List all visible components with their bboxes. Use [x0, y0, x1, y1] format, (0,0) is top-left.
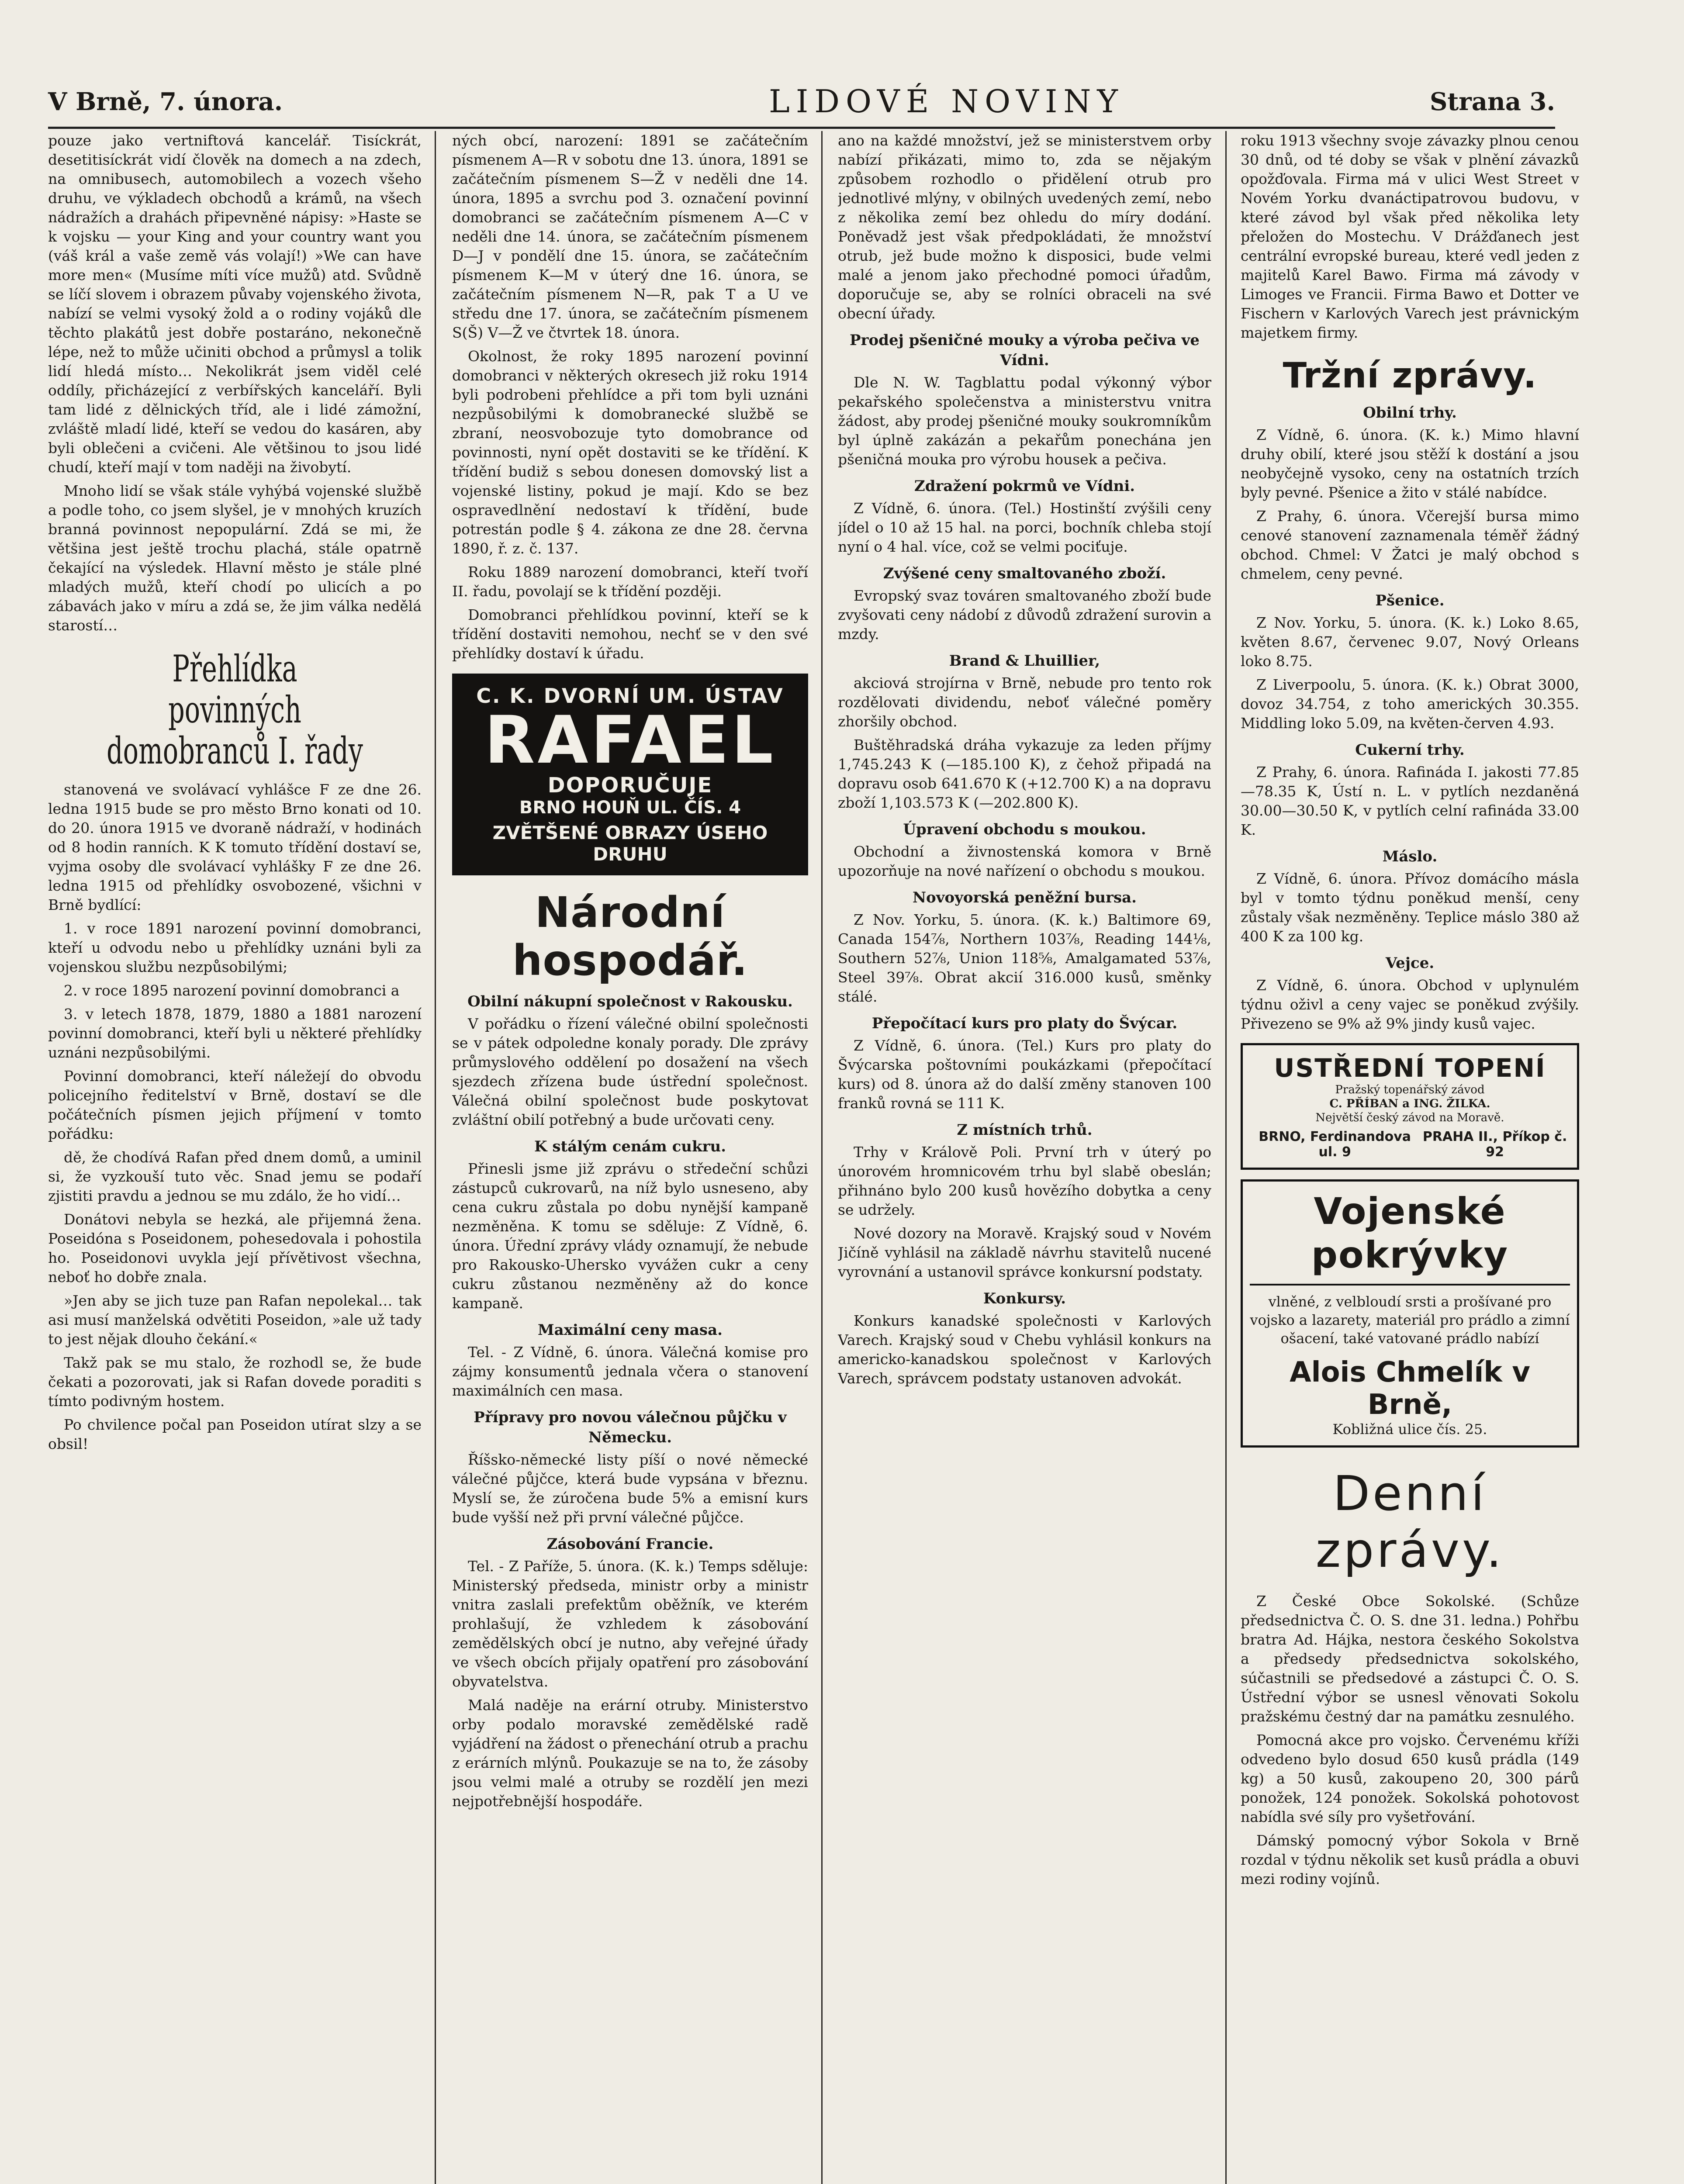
- article-headline: Maximální ceny masa.: [538, 1321, 723, 1339]
- article-headline: Prodej pšeničné mouky a výroba pečiva ve Vídni.: [850, 332, 1200, 369]
- ad-body: vlněné, z velbloudí srsti a prošívané pro vojsko a lazarety, materiál pro prádlo a zimní ošacení, také vatované prádlo nabízí: [1250, 1293, 1570, 1347]
- column-rule: [435, 131, 436, 2184]
- article-paragraph: Z Prahy, 6. února. Rafináda I. jakosti 77.85—78.35 K, Ústí n. L. v pytlích nezdaněná 30.00—30.50 K, v pytlích celní rafináda 33.00 K.: [1241, 764, 1579, 838]
- article-headline: Zdražení pokrmů ve Vídni.: [914, 477, 1135, 495]
- page-number: Strana 3.: [1429, 87, 1555, 116]
- article-paragraph: Z Vídně, 6. února. Přívoz domácího másla byl v tomto týdnu poněkud menší, ceny zůstaly však nezměněny. Teplice máslo 380 až 400 K za 100 kg.: [1241, 870, 1579, 945]
- ad-subline: Největší český závod na Moravě.: [1315, 1111, 1504, 1124]
- article-headline: Úpravení obchodu s moukou.: [903, 821, 1146, 838]
- article-paragraph: Z Vídně, 6. února. Obchod v uplynulém týdnu oživl a ceny vajec se poněkud zvýšily. Přivezeno se 9% až 9% jindy kusů vajec.: [1241, 977, 1579, 1032]
- article-paragraph: Říšsko-německé listy píší o nové německé válečné půjčce, která bude vypsána v březnu. Myslí se, že zúročena bude 5% a emisní kurs bude vyšší než při první válečné půjčce.: [452, 1451, 808, 1526]
- ad-address-brno: BRNO, Ferdinandova ul. 9: [1259, 1129, 1411, 1160]
- article-paragraph: Z Prahy, 6. února. Včerejší bursa mimo cenové stanovení zaznamenala téměř žádný obchod. Chmel: V Žatci je malý obchod s chmelem, ceny pevné.: [1241, 508, 1579, 582]
- article-headline: Vejce.: [1385, 954, 1435, 972]
- article-paragraph: pouze jako vertniftová kancelář. Tisíckrát, desetitisíckrát vidí člověk na domech a na zdech, na omnibusech, automobilech a vozech všeho druhu, ve výkladech obchodů a krámů, na všech nádražích a drahách připevněné nápisy: »Haste se k vojsku — your King and your country want you (váš král a vaše země vás volají!) »We can have more men« (Musíme míti více mužů) atd. Svůdně se líčí slovem i obrazem půvaby vojenského života, nabízí se velmi vysoký žold a o rodiny vojáků dle těchto plakátů jest dobře postaráno, nekonečně lépe, než to může učiniti obchod a průmysl a tolik lidí hledá místo… Nekolikrát jsem viděl celé oddíly, přicházející z verbířských kanceláří. Byli tam lidé z dělnických tříd, ale i lidé zámožní, zvláště mladí lidé, kteří se vedou do kasáren, aby byli oblečeni a cvičeni. Ale většinou to jsou lidé chudí, kteří mají v tom naději na živobytí.: [48, 132, 422, 476]
- article-paragraph: 3. v letech 1878, 1879, 1880 a 1881 narození povinní domobranci, kteří byli u některé přehlídky uznáni nezpůsobilými.: [48, 1006, 422, 1061]
- header-date: V Brně, 7. února.: [48, 87, 283, 116]
- article-paragraph: Donátovi nebyla se hezká, ale přijemná žena. Poseidóna s Poseidonem, pohesedovala i pohostila ho. Poseidonovi uvykla její přívětivost všechna, neboť ho dobře znala.: [48, 1211, 422, 1286]
- article-paragraph: Domobranci přehlídkou povinní, kteří se k třídění dostaviti nemohou, nechť se v den své přehlídky dostaví k úřadu.: [452, 606, 808, 662]
- article-headline: Obilní trhy.: [1363, 404, 1457, 422]
- article-paragraph: Okolnost, že roky 1895 narození povinní domobranci v některých okresech již roku 1914 byli podrobeni přehlídce a při tom byli uznáni nezpůsobilými k domobranecké službě se zbraní, neosvobozuje tyto domobrance od povinnosti, nyní opět dostaviti se ke třídění. K třídění budiž s sebou donesen domovský list a vojenské listiny, pokud je mají. Kdo se bez ospravedlnění nedostaví k třídění, bude potrestán podle § 4. zákona ze dne 28. června 1890, ř. z. č. 137.: [452, 348, 808, 557]
- article-paragraph: »Jen aby se jich tuze pan Rafan nepolekal… tak asi musí manželská odvětiti Poseidon, »ale už tady to jest nějak dlouho čekání.«: [48, 1292, 422, 1348]
- ad-tagline: Pražský topenářský závod: [1335, 1083, 1485, 1096]
- ad-address-praha: PRAHA II., Příkop č. 92: [1422, 1129, 1567, 1160]
- ad-line: DOPORUČUJE: [547, 773, 713, 798]
- section-heading: Tržní zprávy.: [1283, 355, 1537, 396]
- masthead: LIDOVÉ NOVINY: [769, 83, 1124, 120]
- article-paragraph: Trhy v Králově Poli. První trh v úterý po únorovém hromnicovém trhu byl slabě obeslán; přihnáno bylo 200 kusů hovězího dobytka a ceny se udržely.: [838, 1144, 1211, 1218]
- column-1: [48, 131, 422, 2184]
- article-paragraph: Konkurs kanadské společnosti v Karlových Varech. Krajský soud v Chebu vyhlásil konkurs na americko-kanadskou společnost v Karlových Varech, správcem podstaty ustanoven advokát.: [838, 1312, 1211, 1387]
- article-paragraph: 2. v roce 1895 narození povinní domobranci a: [64, 982, 400, 999]
- article-headline: K stálým cenám cukru.: [534, 1138, 726, 1155]
- article-paragraph: Evropský svaz továren smaltovaného zboží bude zvyšovati ceny nádobí z důvodů zdražení surovin a mzdy.: [838, 587, 1211, 643]
- ad-line: C. K. DVORNÍ UM. ÚSTAV: [476, 684, 784, 708]
- ad-title: Vojenské pokrývky: [1250, 1189, 1570, 1286]
- article-headline: Máslo.: [1382, 848, 1438, 865]
- article-headline: Pšenice.: [1375, 592, 1445, 609]
- article-paragraph: V pořádku o řízení válečné obilní společnosti se v pátek odpoledne konaly porady. Dle zprávy průmyslového oddělení po dosažení na všech sjezdech zřízena bude ústřední společnost. Válečná obilní společnost bude poskytovat zvláštní obilí potřebný a bude určovati ceny.: [452, 1015, 808, 1128]
- article-paragraph: Dle N. W. Tagblattu podal výkonný výbor pekařského společenstva a ministerstvu vnitra žádost, aby prodej pšeničné mouky soukromníkům byl úplně zakázán a pekařům ponechána jen pšeničná mouka pro výrobu housek a pečiva.: [838, 374, 1211, 468]
- article-paragraph: Povinní domobranci, kteří náležejí do obvodu policejního ředitelství v Brně, dostaví se dle počátečních písmen jejich příjmení v tomto pořádku:: [48, 1068, 422, 1142]
- column-3: [838, 131, 1211, 2184]
- article-paragraph: dě, že chodívá Rafan před dnem domů, a uminil si, že vyzkouší tuto věc. Snad jemu se podaří zjistiti pravdu a jednou se mu zdálo, že ho vidí…: [48, 1149, 422, 1204]
- article-headline: Zásobování Francie.: [546, 1535, 714, 1553]
- article-headline: Přepočítací kurs pro platy do Švýcar.: [871, 1015, 1178, 1032]
- article-paragraph: Z Vídně, 6. února. (Tel.) Hostinští zvýšili ceny jídel o 10 až 15 hal. na porci, bochník chleba stojí nyní o 4 hal. více, což se velmi pociťuje.: [838, 500, 1211, 555]
- article-paragraph: stanovená ve svolávací vyhlášce F ze dne 26. ledna 1915 bude se pro město Brno konati od 10. do 20. února 1915 ve dvoraně nádraží, v hodinách od 8 hodin ranních. K K tomuto třídění dostaví se, vyjma osoby dle svolávací vyhlášky F ze dne 26. ledna 1915 od přehlídky osvobozené, všichni v Brně bydlící:: [48, 781, 422, 913]
- article-paragraph: Z Vídně, 6. února. (Tel.) Kurs pro platy do Švýcarska poštovními poukázkami (přepočítací kurs) od 8. února až do další změny stanoven 100 franků rovná se 111 K.: [838, 1037, 1211, 1112]
- article-paragraph: Pomocná akce pro vojsko. Červenému kříži odvedeno bylo dosud 650 kusů prádla (149 kg) a 50 kusů, zakoupeno 20, 300 párů ponožek, 124 ponožek. Sokolská pohotovost nabídla své síly pro vyšetřování.: [1241, 1731, 1579, 1825]
- ad-address: Kobližná ulice čís. 25.: [1332, 1421, 1487, 1438]
- ad-title: USTŘEDNÍ TOPENÍ: [1274, 1053, 1546, 1083]
- article-paragraph: Takž pak se mu stalo, že rozhodl se, že bude čekati a pozorovati, jak si Rafan dovede poraditi s tímto podivným hostem.: [48, 1354, 422, 1410]
- article-paragraph: roku 1913 všechny svoje závazky plnou cenou 30 dnů, od té doby se však v plnění závazků opožďovala. Firma má v ulici West Street v Novém Yorku dvanáctipatrovou budovu, v které závod byl však před několika lety přeložen do Mostechu. V Drážďanech jest centrální evropské bureau, které vedl jeden z majitelů Karel Bawo. Firma má závody v Limoges ve Francii. Firma Bawo et Dotter ve Fischern v Karlových Varech jest právnickým majetkem firmy.: [1241, 132, 1579, 341]
- article-paragraph: Z Liverpoolu, 5. února. (K. k.) Obrat 3000, dovoz 34.754, z toho amerických 30.355. Middling loko 5.09, na květen-červen 4.93.: [1241, 676, 1579, 732]
- article-headline: Zvýšené ceny smaltovaného zboží.: [883, 565, 1166, 582]
- article-paragraph: Buštěhradská dráha vykazuje za leden příjmy 1,745.243 K (—185.100 K), z čehož připadá na dopravu osob 641.670 K (+12.700 K) a na dopravu zboží 1,103.573 K (—202.800 K).: [838, 736, 1211, 811]
- column-rule: [1225, 131, 1227, 2184]
- rafael-advertisement: [452, 674, 808, 875]
- article-paragraph: ano na každé množství, jež se ministerstvem orby nabízí přikázati, mimo to, zda se nějakým způsobem rozhodlo o přidělení otrub pro jednotlivé mlýny, v obilných uvedených zemí, nebo z několika zemí bez ohledu do míry dodání. Poněvadž jest však předpokládati, že množství otrub, jež bude možno k disposici, bude velmi malé a jenom jako přechodné pomoci úřadům, doporučuje se, aby se rolníci obraceli na své obecní úřady.: [838, 132, 1211, 322]
- ad-line: ZVĚTŠENÉ OBRAZY ÚSEHO DRUHU: [492, 822, 768, 865]
- article-paragraph: ných obcí, narození: 1891 se začátečním písmenem A—R v sobotu dne 13. února, 1891 se začátečním písmenem S—Ž v neděli dne 14. února, 1895 a svrchu pod 3. označení povinní domobranci se začátečním písmenem A—C v neděli dne 14. února, se začátečním písmenem D—J v pondělí dne 15. února, se začátečním písmenem K—M v úterý dne 16. února, se začátečním písmenem N—R, pak T a U ve středu dne 17. února, se začátečním písmenem S(Š) V—Ž ve čtvrtek 18. února.: [452, 132, 808, 341]
- ad-firm: Alois Chmelík v Brně,: [1290, 1356, 1530, 1421]
- article-headline: Novoyorská peněžní bursa.: [912, 889, 1137, 906]
- article-headline: Obilní nákupní společnost v Rakousku.: [467, 993, 793, 1010]
- blankets-advertisement: [1241, 1179, 1579, 1448]
- heating-advertisement: [1241, 1043, 1579, 1170]
- article-paragraph: Přinesli jsme již zprávu o středeční schůzi zástupců cukrovarů, na níž bylo usneseno, aby cena cukru zůstala po dobu nynější kampaně nezměněna. K tomu se sděluje: Z Vídně, 6. února. Úřední zprávy vlády oznamují, že nebude pro Rakousko-Uhersko vyvážen cukr a ceny cukru zůstanou nezměněny až do konce kampaně.: [452, 1160, 808, 1312]
- section-heading: Národní hospodář.: [512, 888, 748, 985]
- article-paragraph: Tel. - Z Paříže, 5. února. (K. k.) Temps sděluje: Ministerský předseda, ministr orby a ministr vnitra zaslali prefektům oběžník, ve kterém prohlašují, že vzhledem k zásobování zemědělských obcí je nutno, aby veřejné úřady ve všech obcích přijaly opatření pro zásobování obyvatelstva.: [452, 1558, 808, 1690]
- page-header: [48, 83, 1555, 129]
- ad-firm: C. PŘÍBAN a ING. ŽILKA.: [1329, 1097, 1490, 1110]
- article-paragraph: Roku 1889 narození domobranci, kteří tvoří II. řadu, povolají se k třídění později.: [452, 563, 808, 600]
- column-rule: [821, 131, 823, 2184]
- section-heading: Denní zprávy.: [1315, 1465, 1504, 1578]
- article-paragraph: Po chvilence počal pan Poseidon utírat slzy a se obsil!: [48, 1416, 422, 1452]
- article-headline: Konkursy.: [983, 1290, 1066, 1307]
- article-paragraph: Dámský pomocný výbor Sokola v Brně rozdal v týdnu několik set kusů prádla a obuvi mezi rodiny vojínů.: [1241, 1832, 1579, 1887]
- article-headline: Cukerní trhy.: [1355, 741, 1465, 759]
- article-paragraph: Nové dozory na Moravě. Krajský soud v Novém Jičíně vyhlásil na základě návrhu stavitelů nucené vyrovnání a ustanovil správce konkursní podstaty.: [838, 1225, 1211, 1280]
- column-2: [452, 131, 808, 2184]
- column-4: [1241, 131, 1579, 2184]
- section-heading: Přehlídka povinných domobranců I. řady: [106, 647, 363, 772]
- article-paragraph: akciová strojírna v Brně, nebude pro tento rok rozdělovati dividendu, neboť válečné poměry zhoršily obchod.: [838, 674, 1211, 730]
- article-paragraph: Mnoho lidí se však stále vyhýbá vojenské službě a podle toho, co jsem slyšel, je v mnohých kruzích branná povinnost nepopulární. Zdá se mi, že většina jest ještě trochu plachá, stále opatrně čekající na výsledek. Hlavní město je stále plné mladých mužů, kteří chodí po ulicích a po zábavách jako v míru a zdá se, že jim válka nedělá starostí…: [48, 482, 422, 634]
- ad-brand: RAFAEL: [484, 702, 776, 778]
- article-paragraph: Malá naděje na erární otruby. Ministerstvo orby podalo moravské zemědělské radě vyjádření na žádost o přenechání otrub a prachu z erárních mlýnů. Poukazuje se na to, že zásoby jsou velmi malé a otruby se rozdělí jen mezi nejpotřebnější hospodáře.: [452, 1697, 808, 1810]
- article-paragraph: Z České Obce Sokolské. (Schůze předsednictva Č. O. S. dne 31. ledna.) Pohřbu bratra Ad. Hájka, nestora českého Sokolstva a předsedy předsednictva sokolského, súčastnili se předsedové a zástupci Č. O. S. Ústřední výbor se usnesl věnovati Sokolu pražskému čestný dar na památku zesnulého.: [1241, 1593, 1579, 1725]
- article-paragraph: Tel. - Z Vídně, 6. února. Válečná komise pro zájmy konsumentů jednala včera o stanovení maximálních cen masa.: [452, 1344, 808, 1399]
- article-paragraph: Obchodní a živnostenská komora v Brně upozorňuje na nové nařízení o obchodu s moukou.: [838, 843, 1211, 879]
- ad-address: BRNO HOUŇ UL. ČÍS. 4: [519, 798, 741, 818]
- article-headline: Z místních trhů.: [957, 1121, 1093, 1139]
- article-paragraph: Z Nov. Yorku, 5. února. (K. k.) Baltimore 69, Canada 154⅞, Northern 103⅞, Reading 144⅛, Southern 52⅞, Union 118⅝, Amalgamated 53⅞, Steel 39⅞. Obrat akcií 316.000 kusů, směnky stálé.: [838, 911, 1211, 1005]
- article-headline: Přípravy pro novou válečnou půjčku v Německu.: [474, 1409, 787, 1446]
- article-paragraph: Z Nov. Yorku, 5. února. (K. k.) Loko 8.65, květen 8.67, červenec 9.07, Nový Orleans loko 8.75.: [1241, 614, 1579, 670]
- article-paragraph: Z Vídně, 6. února. (K. k.) Mimo hlavní druhy obilí, které jsou stěží k dostání a jsou neobyčejně vysoko, ceny na ostatních trzích byly pevné. Pšenice a žito v stálé nabídce.: [1241, 426, 1579, 501]
- article-paragraph: 1. v roce 1891 narození povinní domobranci, kteří u odvodu nebo u přehlídky uznáni byli za vojenskou službu nezpůsobilými;: [48, 920, 422, 975]
- article-headline: Brand & Lhuillier,: [949, 652, 1100, 670]
